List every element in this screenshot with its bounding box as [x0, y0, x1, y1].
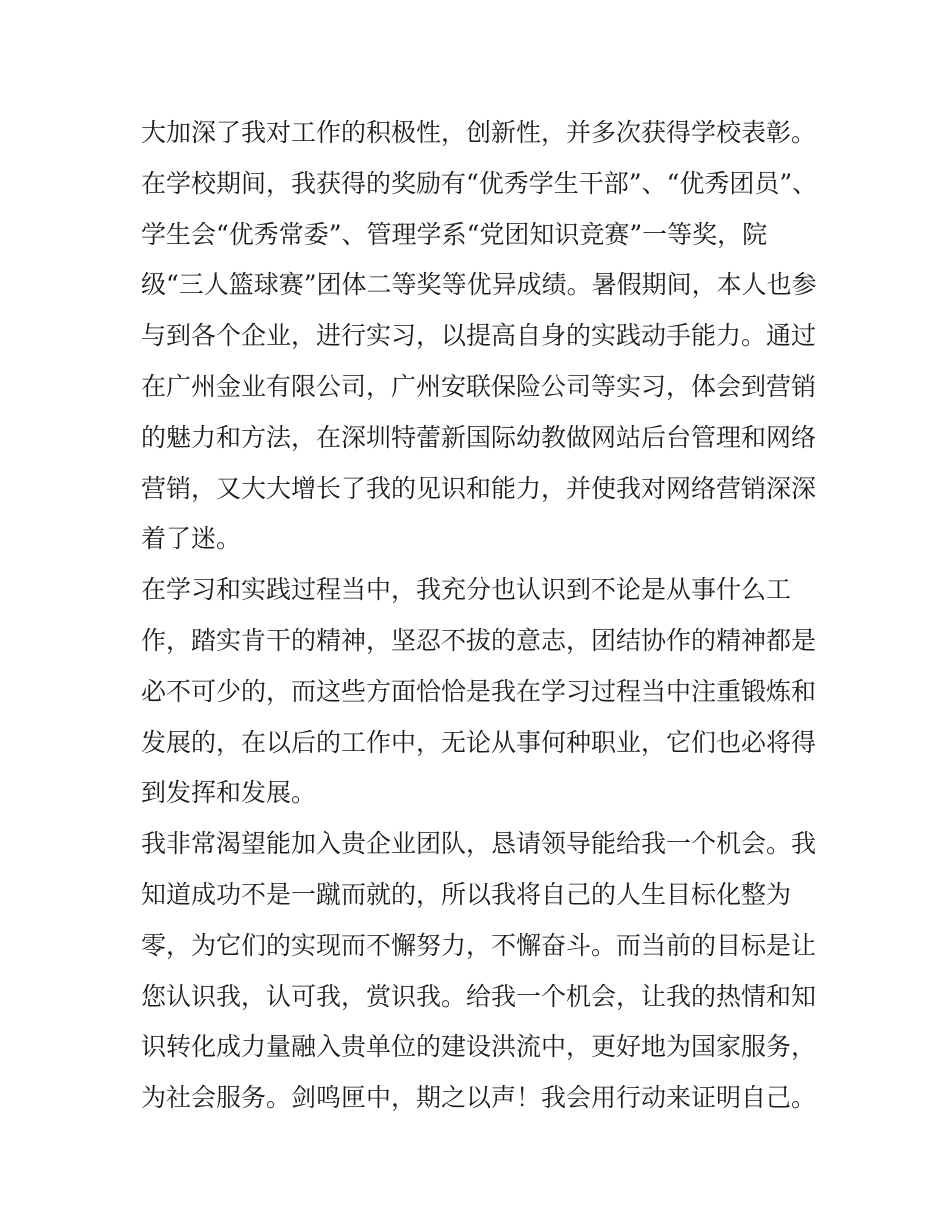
text-line: 营销，又大大增长了我的见识和能力，并使我对网络营销深深: [141, 473, 817, 503]
text-line: 的魅力和方法，在深圳特蕾新国际幼教做网站后台管理和网络: [141, 422, 817, 452]
text-line: 必不可少的，而这些方面恰恰是我在学习过程当中注重锻炼和: [141, 676, 817, 706]
text-line: 在学校期间，我获得的奖励有“优秀学生干部”、“优秀团员”、: [141, 168, 818, 198]
text-line: 在广州金业有限公司，广州安联保险公司等实习，体会到营销: [141, 371, 817, 401]
text-line: 零，为它们的实现而不懈努力，不懈奋斗。而当前的目标是让: [141, 930, 817, 960]
text-line: 大加深了我对工作的积极性，创新性，并多次获得学校表彰。: [141, 118, 817, 147]
text-line: 作，踏实肯干的精神，坚忍不拔的意志，团结协作的精神都是: [141, 625, 817, 655]
text-line: 在学习和实践过程当中，我充分也认识到不论是从事什么工: [141, 575, 792, 605]
text-line: 我非常渴望能加入贵企业团队，恳请领导能给我一个机会。我: [141, 829, 817, 859]
text-line: 到发挥和发展。: [141, 778, 317, 808]
text-line: 识转化成力量融入贵单位的建设洪流中，更好地为国家服务，: [141, 1032, 817, 1062]
text-line: 与到各个企业，进行实习，以提高自身的实践动手能力。通过: [141, 321, 817, 351]
text-line: 级“三人篮球赛”团体二等奖等优异成绩。暑假期间，本人也参: [141, 270, 817, 300]
text-line: 发展的，在以后的工作中，无论从事何种职业，它们也必将得: [141, 727, 817, 757]
text-line: 着了迷。: [141, 524, 242, 554]
text-line: 为社会服务。剑鸣匣中，期之以声！我会用行动来证明自己。: [141, 1083, 817, 1113]
text-line: 您认识我，认可我，赏识我。给我一个机会，让我的热情和知: [141, 981, 817, 1011]
text-line: 知道成功不是一蹴而就的，所以我将自己的人生目标化整为: [141, 879, 792, 909]
body-text: [141, 108, 816, 1124]
text-line: 学生会“优秀常委”、管理学系“党团知识竞赛”一等奖，院: [141, 219, 768, 249]
